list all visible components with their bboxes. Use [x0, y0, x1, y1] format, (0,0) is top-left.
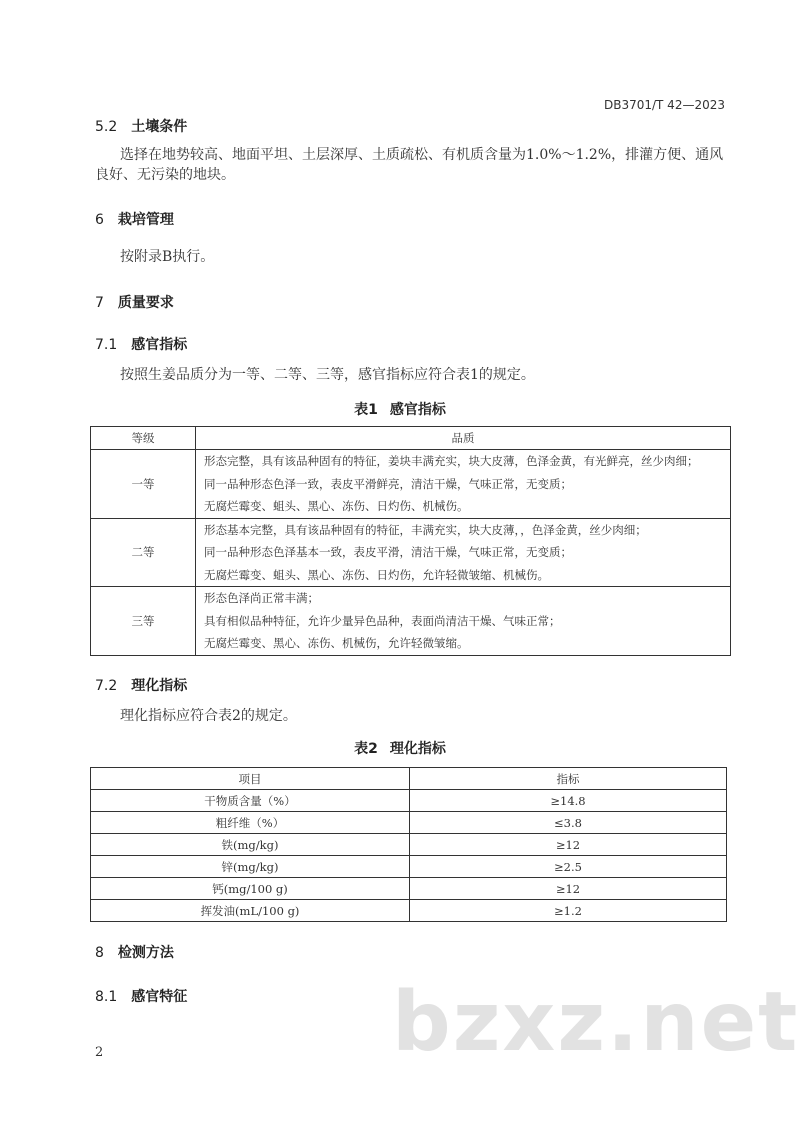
table-row — [91, 587, 731, 656]
section-7-2-heading — [95, 675, 187, 695]
table-row — [91, 856, 727, 878]
item-cell: 锌(mg/kg) — [91, 856, 410, 878]
table-header-row — [91, 427, 731, 450]
section-5-2-heading — [95, 116, 187, 136]
value-cell: ≥12 — [410, 878, 727, 900]
quality-line: 具有相似品种特征，允许少量异色品种，表面尚清洁干燥、气味正常； — [204, 613, 561, 628]
quality-cell — [196, 450, 731, 519]
grade-cell: 一等 — [91, 450, 196, 519]
section-8-1-heading — [95, 986, 187, 1006]
quality-line: 同一品种形态色泽一致，表皮平滑鲜亮，清洁干燥，气味正常，无变质； — [204, 476, 572, 491]
section-number: 6 — [95, 212, 104, 228]
caption-number: 表2 — [354, 741, 378, 757]
table-row — [91, 900, 727, 922]
section-title: 理化指标 — [131, 678, 188, 694]
section-number: 7.1 — [95, 337, 118, 353]
section-number: 8 — [95, 945, 104, 961]
section-6-heading — [95, 209, 174, 229]
quality-line: 形态完整，具有该品种固有的特征，姜块丰满充实，块大皮薄，色泽金黄，有光鲜亮，丝少肉细； — [204, 454, 699, 468]
quality-line: 同一品种形态色泽基本一致，表皮平滑，清洁干燥，气味正常，无变质； — [204, 545, 572, 559]
table-row — [91, 834, 727, 856]
table-row — [91, 518, 731, 587]
table-header-row — [91, 768, 727, 790]
caption-title: 理化指标 — [389, 741, 446, 757]
table-row — [91, 812, 727, 834]
quality-line: 形态基本完整，具有该品种固有的特征，丰满充实，块大皮薄，，色泽金黄，丝少肉细； — [204, 522, 647, 537]
value-cell: ≥1.2 — [410, 900, 727, 922]
item-cell: 铁(mg/kg) — [91, 834, 410, 856]
section-7-1-text: 按照生姜品质分为一等、二等、三等，感官指标应符合表1的规定。 — [120, 367, 535, 383]
section-7-2-text: 理化指标应符合表2的规定。 — [120, 708, 297, 724]
section-title: 栽培管理 — [117, 212, 174, 228]
quality-line: 无腐烂霉变、黑心、冻伤、机械伤，允许轻微皱缩。 — [204, 636, 469, 650]
item-cell: 粗纤维（%） — [91, 812, 410, 834]
quality-line: 无腐烂霉变、蛆头、黑心、冻伤、日灼伤、机械伤。 — [204, 499, 469, 513]
sensory-index-table — [90, 426, 731, 656]
physicochemical-index-table — [90, 767, 727, 922]
section-title: 感官指标 — [131, 337, 188, 353]
caption-title: 感官指标 — [389, 402, 446, 418]
section-number: 8.1 — [95, 989, 118, 1005]
grade-cell: 二等 — [91, 518, 196, 587]
document-code: DB3701/T 42—2023 — [603, 98, 725, 112]
section-number: 5.2 — [95, 119, 118, 135]
table-row — [91, 790, 727, 812]
quality-line: 形态色泽尚正常丰满； — [204, 591, 319, 605]
column-header-quality: 品质 — [196, 427, 731, 450]
section-number: 7 — [95, 295, 104, 311]
caption-number: 表1 — [354, 402, 378, 418]
page-number: 2 — [95, 1045, 104, 1060]
watermark: bzxz.net — [392, 975, 800, 1070]
section-7-1-heading — [95, 334, 187, 354]
quality-line: 无腐烂霉变、蛆头、黑心、冻伤、日灼伤，允许轻微皱缩、机械伤。 — [204, 567, 549, 582]
section-8-heading — [95, 942, 174, 962]
column-header-grade: 等级 — [91, 427, 196, 450]
column-header-index: 指标 — [410, 768, 727, 790]
section-6-text: 按附录B执行。 — [120, 249, 215, 265]
table-1-caption — [0, 399, 800, 419]
value-cell: ≥12 — [410, 834, 727, 856]
section-title: 土壤条件 — [131, 119, 188, 135]
section-7-heading — [95, 292, 174, 312]
item-cell: 钙(mg/100 g) — [91, 878, 410, 900]
column-header-item: 项目 — [91, 768, 410, 790]
section-number: 7.2 — [95, 678, 118, 694]
section-title: 感官特征 — [131, 989, 188, 1005]
quality-cell — [196, 518, 731, 587]
value-cell: ≥2.5 — [410, 856, 727, 878]
value-cell: ≤3.8 — [410, 812, 727, 834]
grade-cell: 三等 — [91, 587, 196, 656]
quality-cell — [196, 587, 731, 656]
table-2-caption — [0, 738, 800, 758]
table-row — [91, 450, 731, 519]
paragraph-line: 选择在地势较高、地面平坦、土层深厚、土质疏松、有机质含量为1.0%～1.2%，排灌方便、通风 — [120, 147, 724, 163]
value-cell: ≥14.8 — [410, 790, 727, 812]
table-row — [91, 878, 727, 900]
paragraph-line: 良好、无污染的地块。 — [95, 167, 235, 183]
item-cell: 干物质含量（%） — [91, 790, 410, 812]
item-cell: 挥发油(mL/100 g) — [91, 900, 410, 922]
section-title: 质量要求 — [117, 295, 174, 311]
section-title: 检测方法 — [117, 945, 174, 961]
section-5-2-text-cont — [95, 162, 235, 189]
